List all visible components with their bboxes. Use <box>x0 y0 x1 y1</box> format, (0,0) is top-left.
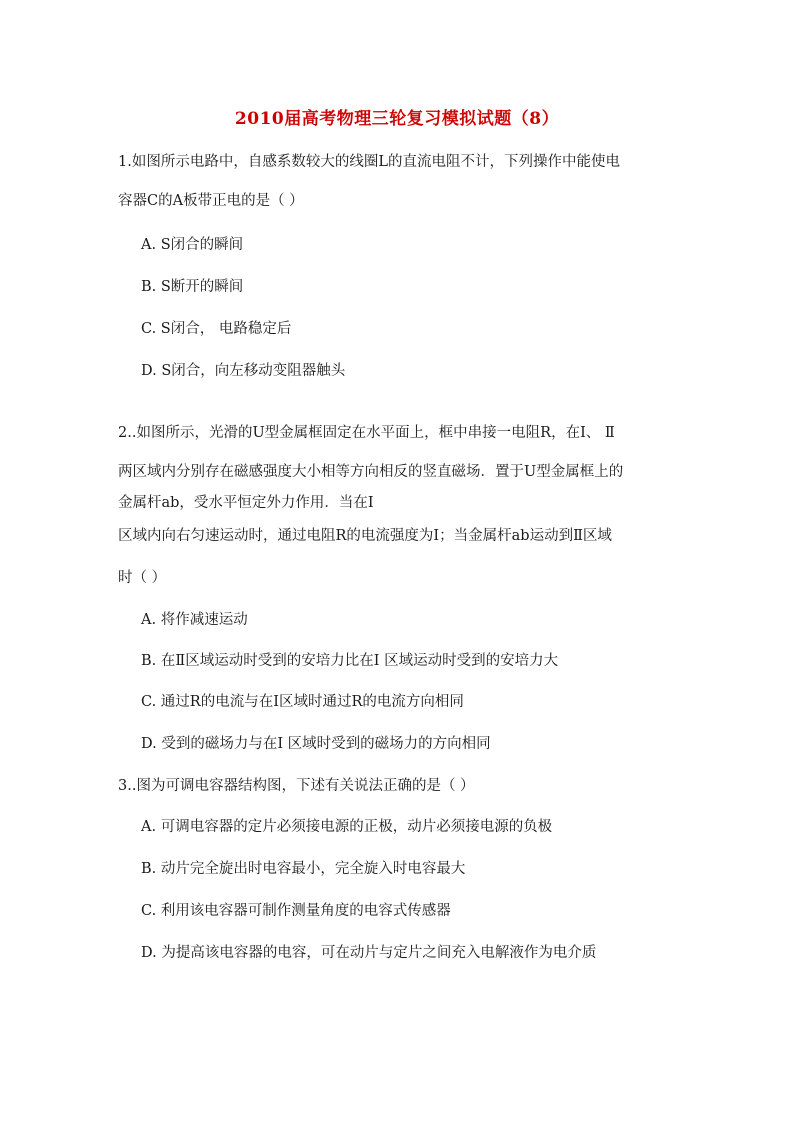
q1-option-d: D. S闭合，向左移动变阻器触头 <box>141 363 346 379</box>
q3-option-a: A. 可调电容器的定片必须接电源的正极，动片必须接电源的负极 <box>141 819 553 835</box>
q3-option-b: B. 动片完全旋出时电容最小，完全旋入时电容最大 <box>141 861 466 877</box>
q1-stem-line-1: 1.如图所示电路中，自感系数较大的线圈L的直流电阻不计，下列操作中能使电 <box>118 154 620 170</box>
q1-option-c: C. S闭合， 电路稳定后 <box>141 321 292 337</box>
q2-option-d: D. 受到的磁场力与在I 区域时受到的磁场力的方向相同 <box>141 736 491 752</box>
page-title: 2010届高考物理三轮复习模拟试题（8） <box>234 109 560 129</box>
q2-stem-line-4: 区域内向右匀速运动时，通过电阻R的电流强度为I；当金属杆ab运动到Ⅱ区域 <box>118 528 612 544</box>
q2-stem-line-5: 时（ ） <box>118 570 167 586</box>
q3-stem-line-1: 3..图为可调电容器结构图，下述有关说法正确的是（ ） <box>118 778 475 794</box>
q1-stem-line-2: 容器C的A板带正电的是（ ） <box>118 193 304 209</box>
q2-stem-line-3: 金属杆ab，受水平恒定外力作用．当在I <box>118 495 374 511</box>
q3-option-c: C. 利用该电容器可制作测量角度的电容式传感器 <box>141 903 451 919</box>
q1-option-b: B. S断开的瞬间 <box>141 279 244 295</box>
q3-option-d: D. 为提高该电容器的电容，可在动片与定片之间充入电解液作为电介质 <box>141 945 597 961</box>
q2-stem-line-2: 两区域内分别存在磁感强度大小相等方向相反的竖直磁场．置于U型金属框上的 <box>118 464 624 480</box>
q1-option-a: A. S闭合的瞬间 <box>141 237 244 253</box>
q2-option-a: A. 将作减速运动 <box>141 612 248 628</box>
q2-option-b: B. 在Ⅱ区域运动时受到的安培力比在I 区域运动时受到的安培力大 <box>141 653 559 669</box>
q2-stem-line-1: 2..如图所示，光滑的U型金属框固定在水平面上，框中串接一电阻R，在I、 Ⅱ <box>118 425 615 441</box>
q2-option-c: C. 通过R的电流与在I区域时通过R的电流方向相同 <box>141 694 464 710</box>
